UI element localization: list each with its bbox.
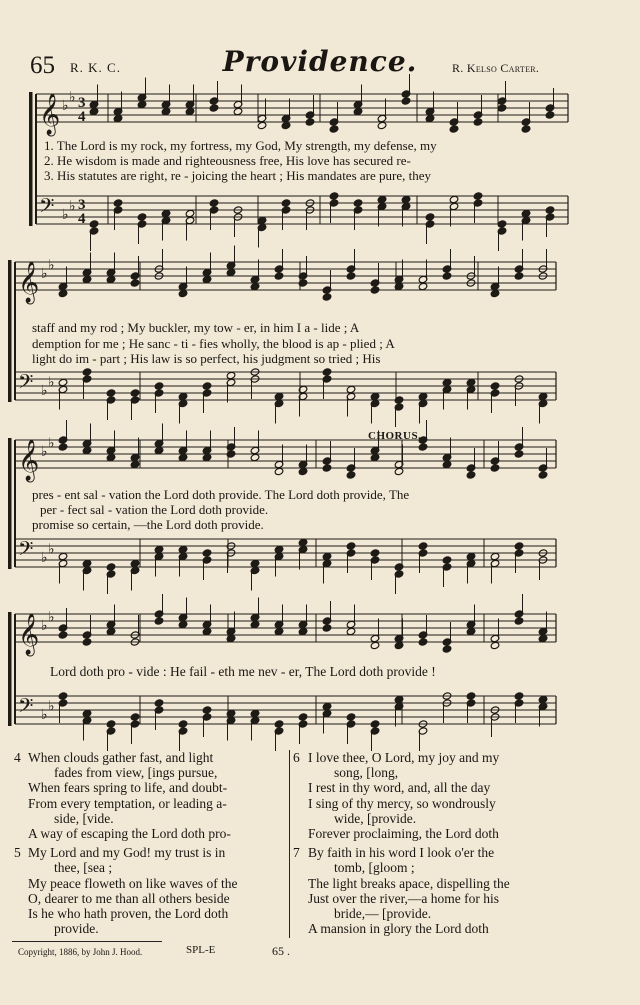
note-head xyxy=(497,220,507,228)
time-signature: 3 xyxy=(78,197,86,213)
note-head xyxy=(161,209,171,217)
note-head xyxy=(394,563,404,571)
treble-clef-icon: 𝄞 xyxy=(39,94,61,135)
note-head xyxy=(154,617,164,625)
note-head xyxy=(178,545,188,553)
note-head xyxy=(274,467,284,475)
verse-number-7: 7 xyxy=(293,845,300,860)
system-brace xyxy=(8,260,12,402)
hymn-title: Providence. xyxy=(222,45,418,78)
note-head xyxy=(370,286,380,294)
lyric-line-s3-v2: per - fect sal - vation the Lord doth provide. xyxy=(40,502,269,517)
note-head xyxy=(154,382,164,390)
note-head xyxy=(82,709,92,717)
flat-icon: ♭ xyxy=(48,542,55,558)
note-head xyxy=(401,195,411,203)
note-head xyxy=(401,97,411,105)
bass-clef-icon: 𝄢 xyxy=(18,694,34,722)
note-head xyxy=(425,114,435,122)
note-head xyxy=(322,624,332,632)
note-head xyxy=(106,563,116,571)
note-head xyxy=(466,552,476,560)
note-head xyxy=(257,121,267,129)
note-head xyxy=(473,118,483,126)
copyright-notice: Copyright, 1886, by John J. Hood. xyxy=(18,947,143,957)
note-head xyxy=(538,695,548,703)
verse-6-line: I sing of thy mercy, so wondrously xyxy=(308,796,496,811)
note-head xyxy=(178,289,188,297)
note-head xyxy=(202,549,212,557)
flat-icon: ♭ xyxy=(48,699,55,715)
note-head xyxy=(82,638,92,646)
note-head xyxy=(418,542,428,550)
note-head xyxy=(178,620,188,628)
flat-icon: ♭ xyxy=(62,208,69,223)
note-head xyxy=(250,620,260,628)
bass-clef-icon: 𝄢 xyxy=(39,194,55,222)
note-head xyxy=(202,382,212,390)
verse-4-line: A way of escaping the Lord doth pro- xyxy=(28,826,231,841)
note-head xyxy=(466,378,476,386)
note-head xyxy=(394,467,404,475)
verse-7-line: By faith in his word I look o'er the xyxy=(308,845,495,860)
verse-4-line: side, [vide. xyxy=(54,811,114,826)
note-head xyxy=(466,471,476,479)
note-head xyxy=(442,556,452,564)
verse-6-line: I love thee, O Lord, my joy and my xyxy=(308,750,500,765)
note-head xyxy=(490,464,500,472)
verse-4-line: When clouds gather fast, and light xyxy=(28,750,214,765)
note-head xyxy=(473,192,483,200)
note-head xyxy=(545,111,555,119)
note-head xyxy=(58,552,68,560)
note-head xyxy=(370,549,380,557)
time-signature: 3 xyxy=(78,95,86,111)
note-head xyxy=(298,627,308,635)
flat-icon: ♭ xyxy=(69,90,76,106)
flat-icon: ♭ xyxy=(48,375,55,391)
note-head xyxy=(298,713,308,721)
verse-5-line: Is he who hath proven, the Lord doth xyxy=(28,906,229,921)
note-head xyxy=(497,104,507,112)
note-head xyxy=(82,368,92,376)
verse-4-line: From every temptation, or leading a- xyxy=(28,796,227,811)
note-head xyxy=(425,213,435,221)
note-head xyxy=(490,382,500,390)
verse-7-line: Just over the river,—a home for his xyxy=(308,891,500,906)
note-head xyxy=(257,216,267,224)
note-head xyxy=(274,720,284,728)
note-head xyxy=(58,631,68,639)
note-head xyxy=(250,709,260,717)
note-head xyxy=(178,392,188,400)
verse-5-line: provide. xyxy=(54,921,99,936)
note-head xyxy=(545,206,555,214)
note-head xyxy=(250,282,260,290)
note-head xyxy=(538,392,548,400)
note-head xyxy=(154,699,164,707)
lyric-line-s3-v3: promise so certain, —the Lord doth provide. xyxy=(32,517,264,532)
treble-clef-icon: 𝄞 xyxy=(18,614,40,655)
flat-icon: ♭ xyxy=(41,267,48,282)
note-head xyxy=(377,121,387,129)
note-head xyxy=(298,538,308,546)
note-head xyxy=(89,107,99,115)
verse-4-line: When fears spring to life, and doubt- xyxy=(28,780,228,795)
note-head xyxy=(106,720,116,728)
flat-icon: ♭ xyxy=(41,445,48,460)
note-head xyxy=(370,720,380,728)
flat-icon: ♭ xyxy=(48,610,55,626)
verse-5-line: thee, [sea ; xyxy=(54,860,113,875)
note-head xyxy=(250,453,260,461)
column-divider xyxy=(289,750,290,938)
note-head xyxy=(442,645,452,653)
note-head xyxy=(353,199,363,207)
note-head xyxy=(322,552,332,560)
note-head xyxy=(449,125,459,133)
verse-5-line: My peace floweth on like waves of the xyxy=(28,876,238,891)
note-head xyxy=(305,118,315,126)
note-head xyxy=(154,545,164,553)
note-head xyxy=(514,272,524,280)
note-head xyxy=(466,692,476,700)
flat-icon: ♭ xyxy=(41,619,48,634)
composer-initials: R. K. C. xyxy=(70,60,121,75)
page-number: 65 . xyxy=(272,944,290,958)
note-head xyxy=(106,389,116,397)
author-name: R. Kelso Carter. xyxy=(452,61,540,75)
bass-clef-icon: 𝄢 xyxy=(18,370,34,398)
verse-7-line: bride,— [provide. xyxy=(334,906,432,921)
time-signature: 4 xyxy=(78,211,86,227)
note-head xyxy=(442,272,452,280)
note-head xyxy=(209,104,219,112)
note-head xyxy=(226,268,236,276)
flat-icon: ♭ xyxy=(48,436,55,452)
note-head xyxy=(418,392,428,400)
note-head xyxy=(137,213,147,221)
verse-number-5: 5 xyxy=(14,845,21,860)
note-head xyxy=(274,272,284,280)
note-head xyxy=(449,195,459,203)
note-head xyxy=(353,107,363,115)
note-head xyxy=(58,289,68,297)
note-head xyxy=(322,368,332,376)
note-head xyxy=(394,641,404,649)
note-head xyxy=(514,617,524,625)
note-head xyxy=(137,100,147,108)
flat-icon: ♭ xyxy=(41,708,48,723)
note-head xyxy=(322,293,332,301)
note-head xyxy=(370,641,380,649)
note-head xyxy=(418,443,428,451)
verse-7-line: The light breaks apace, dispelling the xyxy=(308,876,510,891)
flat-icon: ♭ xyxy=(62,99,69,114)
chorus-label: CHORUS. xyxy=(368,430,422,442)
note-head xyxy=(274,392,284,400)
note-head xyxy=(274,545,284,553)
note-head xyxy=(490,552,500,560)
treble-clef-icon: 𝄞 xyxy=(18,262,40,303)
note-head xyxy=(185,107,195,115)
verse-4-line: fades from view, [ings pursue, xyxy=(54,765,218,780)
note-head xyxy=(106,275,116,283)
note-head xyxy=(346,471,356,479)
lyric-line-s4: Lord doth pro - vide : He fail - eth me nev - er, The Lord doth provide ! xyxy=(50,664,436,679)
note-head xyxy=(274,627,284,635)
note-head xyxy=(209,199,219,207)
lyric-line-s2-v2: demption for me ; He sanc - ti - fies wholly, the blood is ap - plied ; A xyxy=(32,336,395,351)
note-head xyxy=(538,471,548,479)
note-head xyxy=(178,720,188,728)
verse-7-line: tomb, [gloom ; xyxy=(334,860,415,875)
verse-5-line: O, dearer to me than all others beside xyxy=(28,891,230,906)
note-head xyxy=(521,125,531,133)
lyric-line-s2-v1: staff and my rod ; My buckler, my tow - er, in him I a - lide ; A xyxy=(32,320,360,335)
note-head xyxy=(521,209,531,217)
note-head xyxy=(178,453,188,461)
note-head xyxy=(329,125,339,133)
note-head xyxy=(322,702,332,710)
note-head xyxy=(130,279,140,287)
note-head xyxy=(130,389,140,397)
treble-clef-icon: 𝄞 xyxy=(18,440,40,481)
flat-icon: ♭ xyxy=(41,551,48,566)
note-head xyxy=(185,209,195,217)
note-head xyxy=(106,627,116,635)
lyric-line-s1-v3: 3. His statutes are right, re - joicing the heart ; His mandates are pure, they xyxy=(44,168,431,183)
hymn-number: 65 xyxy=(30,52,55,79)
note-head xyxy=(377,195,387,203)
note-head xyxy=(281,121,291,129)
note-head xyxy=(281,199,291,207)
note-head xyxy=(106,453,116,461)
note-head xyxy=(298,467,308,475)
note-head xyxy=(490,289,500,297)
note-head xyxy=(113,199,123,207)
note-head xyxy=(322,464,332,472)
flat-icon: ♭ xyxy=(48,258,55,274)
note-head xyxy=(346,542,356,550)
lyric-line-s1-v1: 1. The Lord is my rock, my fortress, my God, My strength, my defense, my xyxy=(44,138,437,153)
verse-6-line: song, [long, xyxy=(334,765,399,780)
flat-icon: ♭ xyxy=(41,384,48,399)
lyric-line-s3-v1: pres - ent sal - vation the Lord doth provide. The Lord doth provide, The xyxy=(32,487,410,502)
system-brace xyxy=(29,92,33,226)
note-head xyxy=(514,450,524,458)
note-head xyxy=(370,392,380,400)
system-brace xyxy=(8,612,12,726)
verse-number-6: 6 xyxy=(293,750,300,765)
verse-5-line: My Lord and my God! my trust is in xyxy=(28,845,226,860)
publisher-code: SPL-E xyxy=(186,944,216,956)
lyric-line-s2-v3: light do im - part ; His law is so perfect, his judgment so tried ; His xyxy=(32,351,381,366)
note-head xyxy=(346,713,356,721)
bass-clef-icon: 𝄢 xyxy=(18,537,34,565)
note-head xyxy=(514,692,524,700)
note-head xyxy=(233,107,243,115)
note-head xyxy=(442,378,452,386)
note-head xyxy=(538,634,548,642)
verse-6-line: Forever proclaiming, the Lord doth xyxy=(308,826,499,841)
lyric-line-s1-v2: 2. He wisdom is made and righteousness free, His love has secured re- xyxy=(44,153,411,168)
note-head xyxy=(226,371,236,379)
system-brace xyxy=(8,438,12,569)
note-head xyxy=(130,559,140,567)
time-signature: 4 xyxy=(78,109,86,125)
note-head xyxy=(58,443,68,451)
note-head xyxy=(346,385,356,393)
note-head xyxy=(202,275,212,283)
note-head xyxy=(202,627,212,635)
verse-number-4: 4 xyxy=(14,750,21,765)
note-head xyxy=(113,114,123,122)
note-head xyxy=(82,559,92,567)
note-head xyxy=(346,627,356,635)
note-head xyxy=(89,220,99,228)
note-head xyxy=(161,107,171,115)
note-head xyxy=(82,446,92,454)
note-head xyxy=(58,378,68,386)
note-head xyxy=(370,453,380,461)
note-head xyxy=(466,627,476,635)
note-head xyxy=(202,706,212,714)
note-head xyxy=(490,641,500,649)
note-head xyxy=(58,692,68,700)
note-head xyxy=(202,453,212,461)
verse-6-line: I rest in thy word, and, all the day xyxy=(308,780,491,795)
note-head xyxy=(130,460,140,468)
verse-6-line: wide, [provide. xyxy=(334,811,417,826)
note-head xyxy=(329,192,339,200)
note-head xyxy=(154,446,164,454)
verse-7-line: A mansion in glory the Lord doth xyxy=(308,921,489,936)
note-head xyxy=(250,559,260,567)
note-head xyxy=(82,275,92,283)
flat-icon: ♭ xyxy=(69,199,76,215)
note-head xyxy=(418,638,428,646)
note-head xyxy=(442,460,452,468)
note-head xyxy=(346,272,356,280)
note-head xyxy=(418,282,428,290)
note-head xyxy=(130,713,140,721)
note-head xyxy=(514,542,524,550)
footer-rule xyxy=(12,941,162,942)
